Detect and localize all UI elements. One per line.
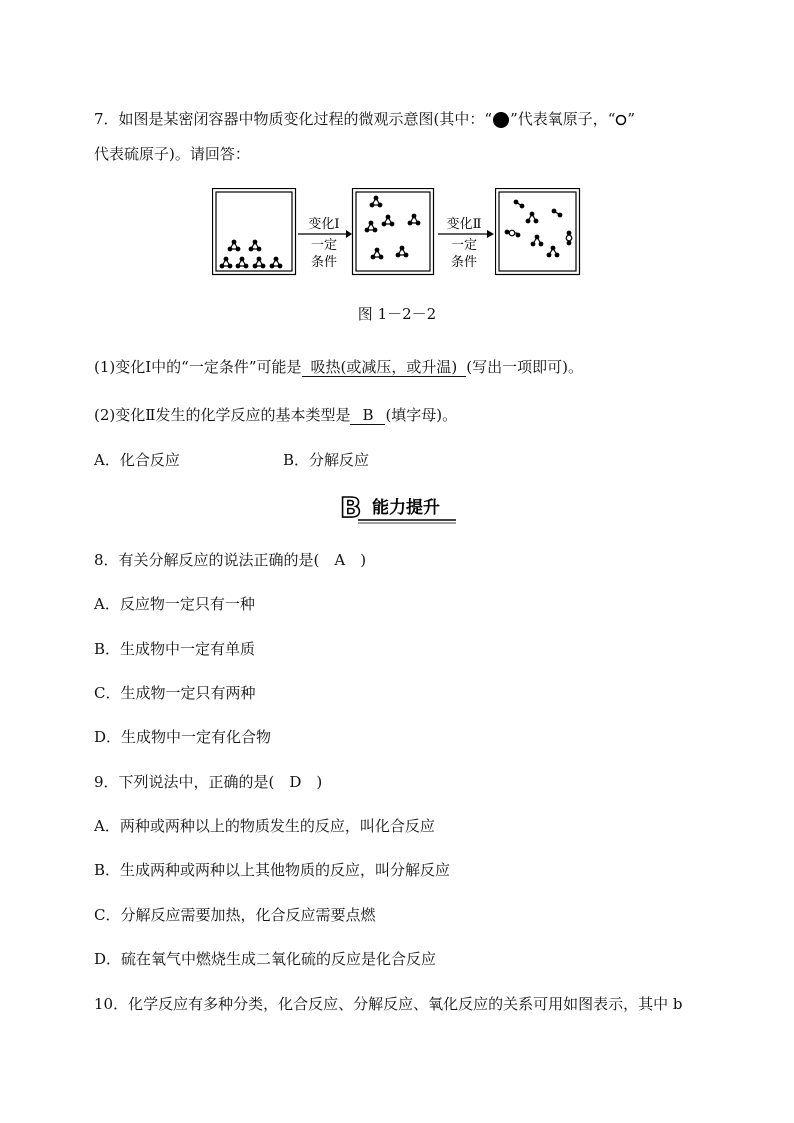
q7-sub1: (1)变化Ⅰ中的“一定条件”可能是 吸热(或减压，或升温) (写出一项即可)。 [94, 358, 583, 376]
q9-option-a: A．两种或两种以上的物质发生的反应，叫化合反应 [94, 817, 435, 835]
arrow2-condition-1: 一定 [450, 238, 478, 253]
container-before [213, 189, 296, 275]
q7-sub2: (2)变化Ⅱ发生的化学反应的基本类型是 B (填字母)。 [94, 406, 458, 424]
container-after-box [495, 188, 582, 280]
container-middle [353, 189, 434, 275]
q7-sub1-answer: 吸热(或减压，或升温) [302, 358, 467, 377]
reaction-diagram [212, 188, 518, 280]
q8-option-a: A．反应物一定只有一种 [94, 595, 255, 613]
arrow1-condition-2: 条件 [310, 255, 338, 270]
arrow2-condition-2: 条件 [450, 255, 478, 270]
q9-stem: 9．下列说法中，正确的是( D ) [94, 773, 323, 791]
arrow1-condition-1: 一定 [310, 238, 338, 253]
q8-option-b: B．生成物中一定有单质 [94, 640, 256, 658]
q9-option-c: C．分解反应需要加热，化合反应需要点燃 [94, 906, 376, 924]
q7-sub2-answer: B [350, 406, 385, 425]
arrow1-label: 变化Ⅰ [308, 217, 340, 232]
q7-stem-line1: 7．如图是某密闭容器中物质变化过程的微观示意图(其中：“ ”代表氧原子，“ ” [94, 110, 636, 128]
arrow2-label: 变化Ⅱ [446, 217, 482, 232]
q8-option-c: C．生成物一定只有两种 [94, 684, 256, 702]
section-letter: B [340, 492, 362, 524]
section-header-ability-logo [338, 492, 458, 524]
figure-caption: 图 1－2－2 [357, 305, 437, 323]
q7-stem-line2: 代表硫原子)。请回答： [94, 145, 250, 163]
hollow-circle-icon [615, 114, 627, 126]
q8-stem: 8．有关分解反应的说法正确的是( A ) [94, 551, 367, 569]
q8-option-d: D．生成物中一定有化合物 [94, 728, 272, 746]
q9-option-d: D．硫在氧气中燃烧生成二氧化硫的反应是化合反应 [94, 950, 437, 968]
q9-option-b: B．生成两种或两种以上其他物质的反应，叫分解反应 [94, 861, 451, 879]
section-title: 能力提升 [372, 498, 440, 518]
q7-option-b: B．分解反应 [283, 451, 370, 469]
q7-option-a: A．化合反应 [94, 451, 180, 469]
filled-circle-icon [492, 111, 510, 129]
q10-stem: 10．化学反应有多种分类，化合反应、分解反应、氧化反应的关系可用如图表示，其中 b [94, 995, 683, 1013]
